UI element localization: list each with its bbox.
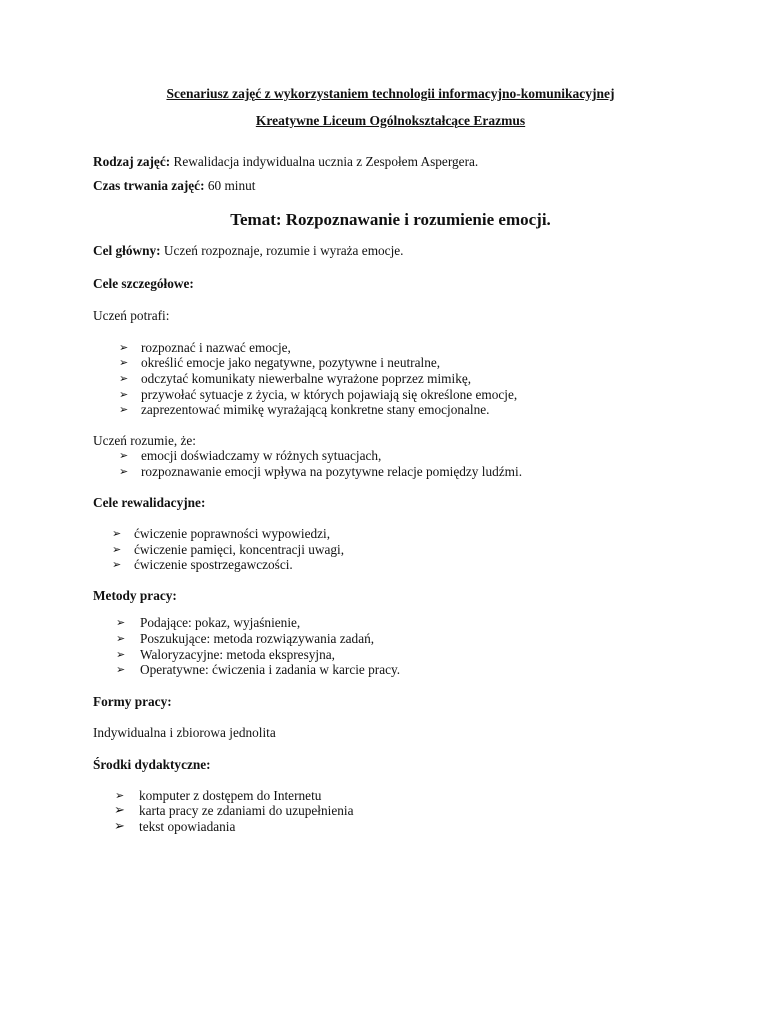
document-title: Scenariusz zajęć z wykorzystaniem technologii informacyjno-komunikacyjnej (166, 86, 615, 101)
lesson-type-value: Rewalidacja indywidualna ucznia z Zespołem Aspergera. (170, 154, 479, 170)
specific-goals-heading: Cele szczegółowe: (93, 275, 194, 291)
arrow-bullet-icon: ➢ (119, 340, 129, 354)
list-item: ➢ określić emocje jako negatywne, pozytywne i neutralne, (119, 355, 441, 371)
methods-list (93, 615, 688, 677)
arrow-bullet-icon: ➢ (115, 788, 125, 802)
list-item: ➢ komputer z dostępem do Internetu (115, 787, 322, 803)
list-item: ➢ Operatywne: ćwiczenia i zadania w karcie pracy. (116, 662, 401, 678)
list-item: ➢ rozpoznać i nazwać emocje, (119, 339, 291, 355)
arrow-bullet-icon: ➢ (119, 403, 129, 417)
lesson-topic: Temat: Rozpoznawanie i rozumienie emocji. (230, 210, 551, 230)
main-goal (93, 243, 688, 259)
means-heading: Środki dydaktyczne: (93, 757, 211, 773)
revalidation-list (93, 526, 688, 573)
list-item: ➢ Waloryzacyjne: metoda ekspresyjna, (116, 646, 335, 662)
arrow-bullet-icon: ➢ (116, 663, 126, 677)
revalidation-goals-heading: Cele rewalidacyjne: (93, 494, 206, 510)
list-item: ➢ odczytać komunikaty niewerbalne wyrażone poprzez mimikę, (119, 370, 472, 386)
arrow-bullet-icon: ➢ (119, 356, 129, 370)
list-item: ➢ ćwiczenie spostrzegawczości. (112, 557, 293, 573)
lesson-duration-label: Czas trwania zajęć: (93, 177, 205, 193)
can-list (93, 340, 688, 418)
list-item: ➢ Poszukujące: metoda rozwiązywania zadań, (116, 631, 375, 647)
arrow-bullet-icon: ➢ (116, 632, 126, 646)
lesson-duration (93, 178, 688, 194)
list-item: ➢ zaprezentować mimikę wyrażającą konkretne stany emocjonalne. (119, 402, 490, 418)
can-intro: Uczeń potrafi: (93, 308, 170, 324)
forms-value: Indywidualna i zbiorowa jednolita (93, 725, 276, 741)
arrow-bullet-icon: ➢ (116, 616, 126, 630)
list-item: ➢ tekst opowiadania (114, 818, 236, 834)
arrow-bullet-icon: ➢ (119, 371, 129, 385)
list-item: ➢ ćwiczenie poprawności wypowiedzi, (112, 526, 331, 542)
list-item: ➢ przywołać sytuacje z życia, w których pojawiają się określone emocje, (119, 386, 518, 402)
forms-heading: Formy pracy: (93, 693, 172, 709)
arrow-bullet-icon: ➢ (114, 803, 125, 819)
list-item: ➢ Podające: pokaz, wyjaśnienie, (116, 615, 301, 631)
methods-heading: Metody pracy: (93, 587, 177, 603)
main-goal-value: Uczeń rozpoznaje, rozumie i wyraża emocje. (160, 242, 404, 258)
arrow-bullet-icon: ➢ (112, 558, 122, 572)
understands-list (93, 448, 688, 479)
lesson-type (93, 154, 688, 170)
arrow-bullet-icon: ➢ (112, 527, 122, 541)
school-name: Kreatywne Liceum Ogólnokształcące Erazmus (255, 112, 526, 128)
list-item: ➢ emocji doświadczamy w różnych sytuacjach, (119, 448, 382, 464)
arrow-bullet-icon: ➢ (119, 449, 129, 463)
list-item: ➢ karta pracy ze zdaniami do uzupełnienia (114, 803, 354, 819)
list-item: ➢ ćwiczenie pamięci, koncentracji uwagi, (112, 541, 345, 557)
understands-intro: Uczeń rozumie, że: (93, 432, 196, 448)
list-item: ➢ rozpoznawanie emocji wpływa na pozytywne relacje pomiędzy ludźmi. (119, 463, 523, 479)
arrow-bullet-icon: ➢ (119, 464, 129, 478)
lesson-type-label: Rodzaj zajęć: (93, 154, 171, 170)
means-list (93, 788, 688, 835)
arrow-bullet-icon: ➢ (112, 542, 122, 556)
arrow-bullet-icon: ➢ (114, 818, 125, 834)
arrow-bullet-icon: ➢ (116, 647, 126, 661)
lesson-duration-value: 60 minut (204, 177, 256, 193)
arrow-bullet-icon: ➢ (119, 387, 129, 401)
main-goal-label: Cel główny: (93, 242, 161, 258)
